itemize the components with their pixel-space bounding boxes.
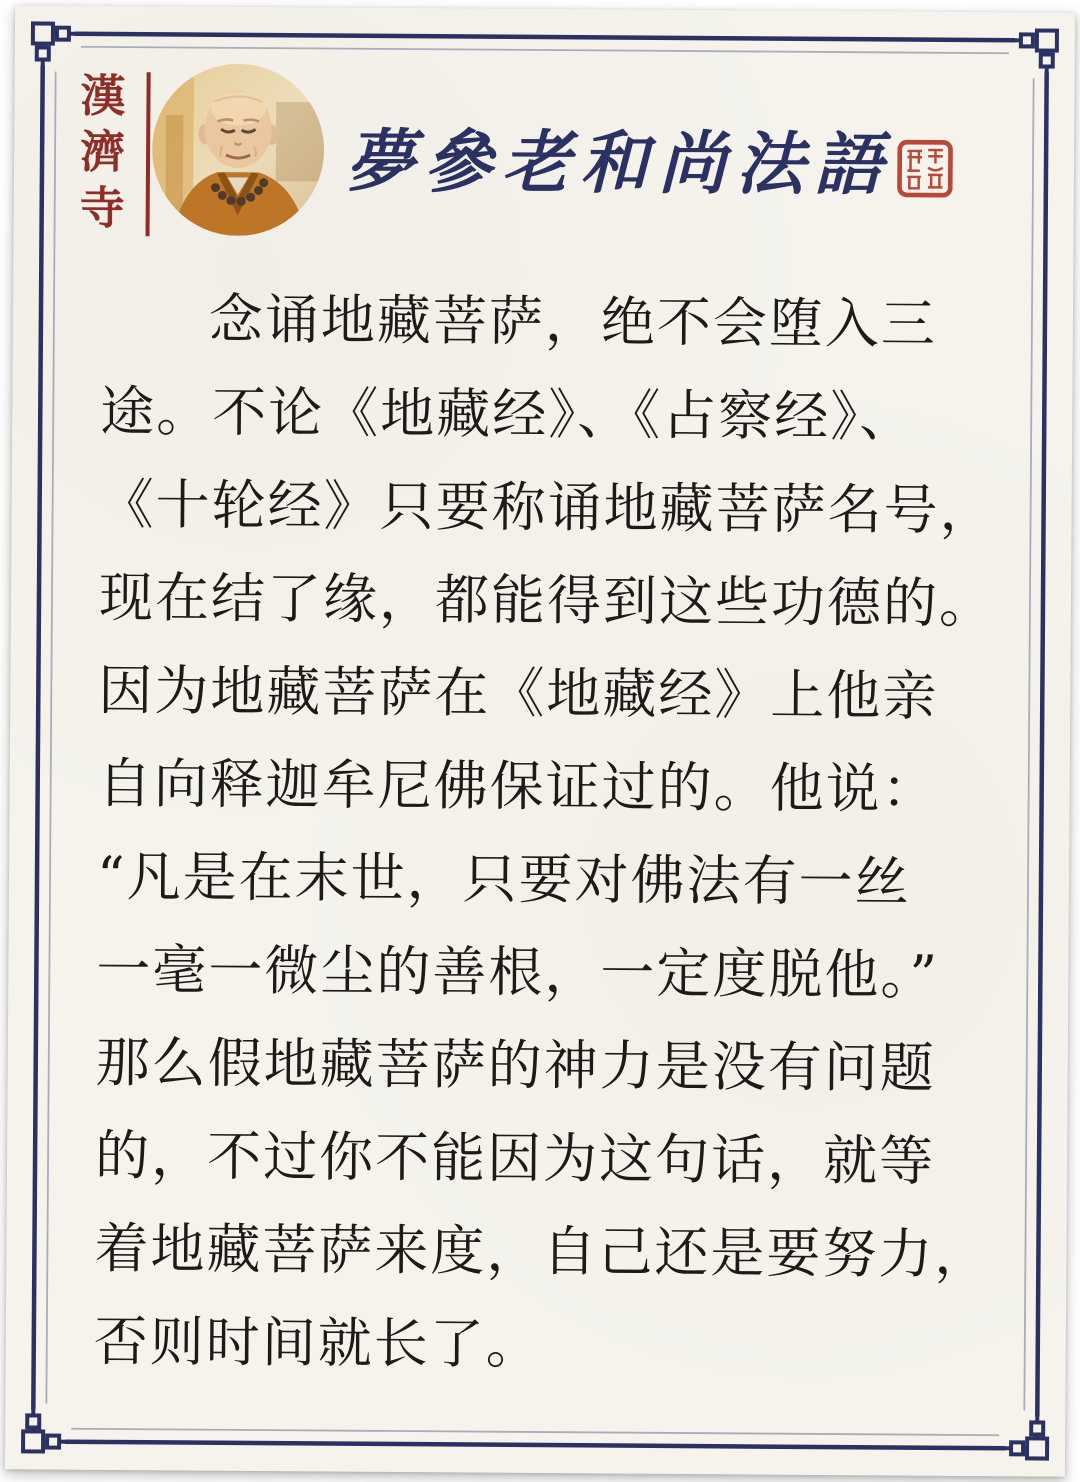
body-text xyxy=(93,272,1011,1394)
body-line: “凡是在末世，只要对佛法有一丝 xyxy=(96,844,911,914)
monk-portrait-icon xyxy=(152,63,325,236)
body-line: 途。不论《地藏经》、《占察经》、 xyxy=(100,379,916,449)
body-line: 因为地藏菩萨在《地藏经》上他亲 xyxy=(98,658,939,728)
monk-portrait-photo xyxy=(152,63,325,236)
body-line: 的，不过你不能因为这句话，就等 xyxy=(94,1123,936,1193)
body-line: 自向释迦牟尼佛保证过的。他说： xyxy=(97,751,938,821)
body-line: 那么假地藏菩萨的神力是没有问题 xyxy=(95,1030,936,1100)
temple-name: 漢濟寺 xyxy=(71,71,126,241)
body-line: 念诵地藏菩萨，绝不会堕入三 xyxy=(208,287,938,356)
red-seal-stamp-icon xyxy=(897,139,953,197)
body-line: 现在结了缘，都能得到这些功德的。 xyxy=(98,565,996,636)
quote-card xyxy=(5,5,1075,1476)
page-title: 夢參老和尚法語 xyxy=(345,121,893,206)
body-line: 着地藏菩萨来度，自己还是要努力， xyxy=(94,1216,991,1287)
body-line: 一毫一微尘的善根，一定度脱他。” xyxy=(96,937,940,1007)
body-line: 否则时间就长了。 xyxy=(93,1309,543,1377)
body-line: 《十轮经》只要称诵地藏菩萨名号， xyxy=(99,472,996,543)
